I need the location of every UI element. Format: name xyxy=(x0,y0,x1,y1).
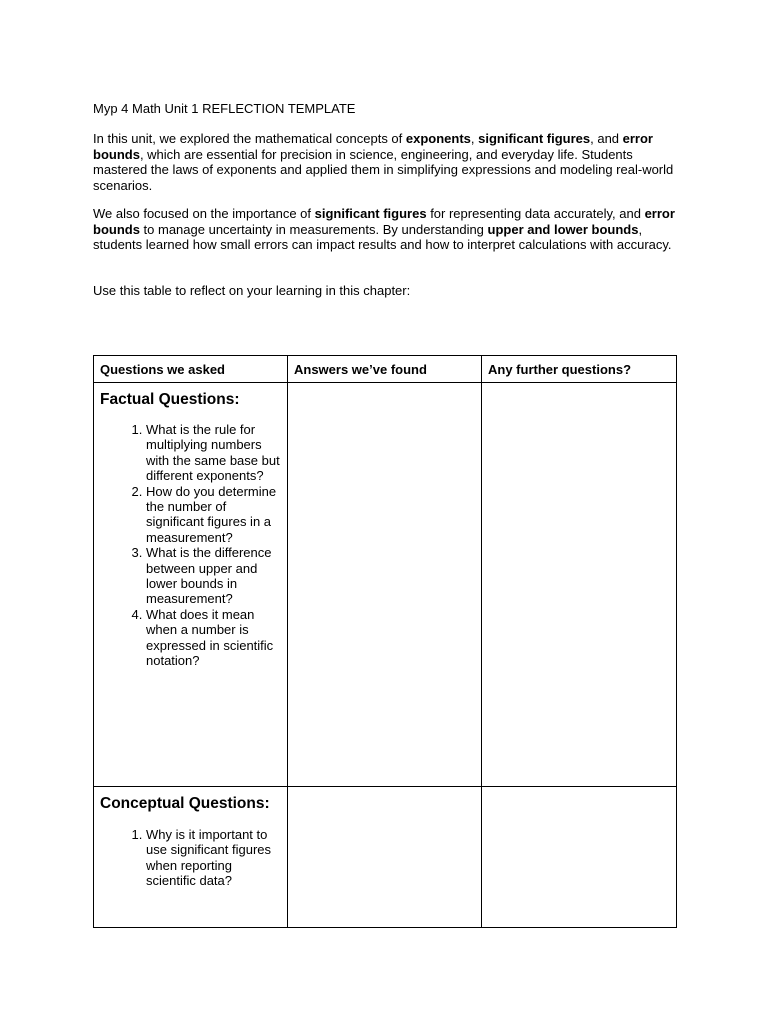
p1-text-3: , and xyxy=(590,131,623,146)
conceptual-row xyxy=(94,787,677,928)
p2-bold-significant-figures: significant figures xyxy=(314,206,427,221)
factual-questions-cell xyxy=(94,383,288,787)
p1-bold-error-bounds: error bounds xyxy=(93,131,653,162)
document-title: Myp 4 Math Unit 1 REFLECTION TEMPLATE xyxy=(93,101,356,116)
intro-paragraph xyxy=(93,131,677,193)
p1-bold-exponents: exponents xyxy=(405,131,471,146)
p1-text-4: , which are essential for precision in science, engineering, and everyday life. Students mastered the laws of exponents and applied them in simplifying expressions and modeling real-world scenarios. xyxy=(93,146,674,193)
list-item: 4. What does it mean when a number is expressed in scientific notation? xyxy=(146,607,281,669)
p2-text-1: We also focused on the importance of xyxy=(93,206,315,221)
header-further-questions: Any further questions? xyxy=(482,356,677,383)
conceptual-answers-cell[interactable] xyxy=(288,787,482,928)
p1-text-2: , xyxy=(470,131,479,146)
table-header-row xyxy=(94,356,677,383)
p1-bold-significant-figures: significant figures xyxy=(478,131,591,146)
factual-answers-cell[interactable] xyxy=(288,383,482,787)
list-item: 1. What is the rule for multiplying numbers with the same base but different exponents? xyxy=(146,422,281,484)
header-questions-asked: Questions we asked xyxy=(94,356,288,383)
factual-further-questions-cell[interactable] xyxy=(482,383,677,787)
conceptual-questions-cell xyxy=(94,787,288,928)
conceptual-further-questions-cell[interactable] xyxy=(482,787,677,928)
p1-text-1: In this unit, we explored the mathematical concepts of xyxy=(93,131,406,146)
p2-text-2: for representing data accurately, and xyxy=(426,206,645,221)
conceptual-title: Conceptual Questions: xyxy=(100,795,270,812)
p2-text-4: , students learned how small errors can impact results and how to interpret calculations with accuracy. xyxy=(93,221,672,252)
p2-text-3: to manage uncertainty in measurements. By understanding xyxy=(139,221,488,237)
focus-paragraph xyxy=(93,206,677,253)
table-instruction: Use this table to reflect on your learning in this chapter: xyxy=(93,282,411,298)
list-item: 1. Why is it important to use significant figures when reporting scientific data? xyxy=(146,827,281,889)
document-body xyxy=(93,101,677,299)
factual-title: Factual Questions: xyxy=(100,391,240,408)
header-answers-found: Answers we’ve found xyxy=(288,356,482,383)
reflection-table xyxy=(93,355,677,928)
list-item: 3. What is the difference between upper and lower bounds in measurement? xyxy=(146,545,281,607)
factual-question-list xyxy=(100,422,281,669)
p2-bold-error-bounds: error bounds xyxy=(93,206,675,237)
conceptual-question-list xyxy=(100,827,281,889)
p2-bold-upper-lower-bounds: upper and lower bounds xyxy=(487,221,639,237)
factual-row xyxy=(94,383,677,787)
list-item: 2. How do you determine the number of significant figures in a measurement? xyxy=(146,484,281,546)
